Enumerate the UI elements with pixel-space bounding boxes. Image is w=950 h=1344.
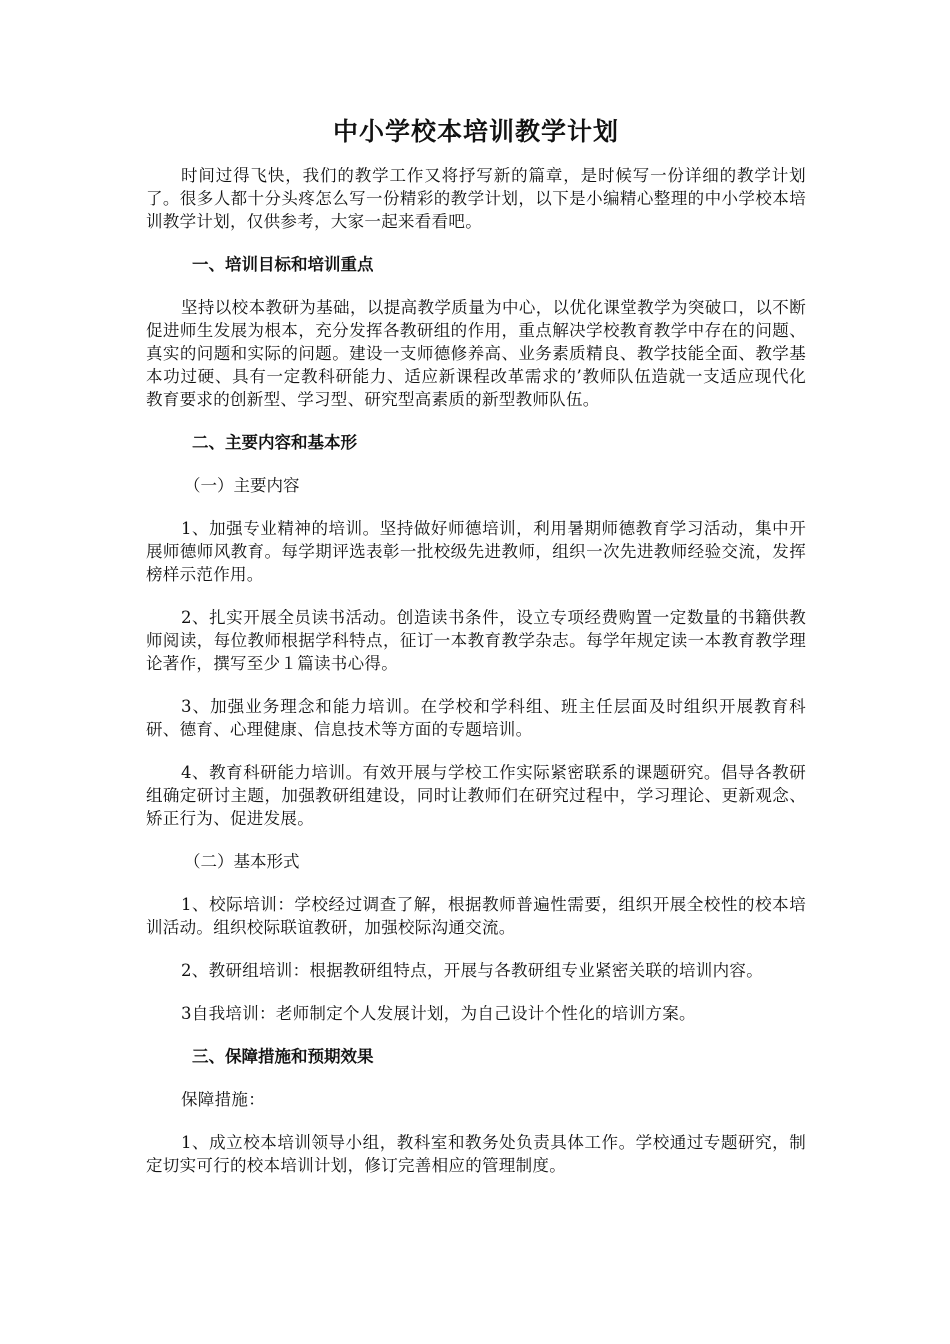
list-item: 4、教育科研能力培训。有效开展与学校工作实际紧密联系的课题研究。倡导各教研组确定研讨主题，加强教研组建设，同时让教师们在研究过程中，学习理论、更新观念、矫正行为、促进发展。 [146,763,806,828]
document-title: 中小学校本培训教学计划 [332,117,619,146]
list-item: 3、加强业务理念和能力培训。在学校和学科组、班主任层面及时组织开展教育科研、德育、心理健康、信息技术等方面的专题培训。 [146,697,806,739]
list-item: 1、校际培训：学校经过调查了解，根据教师普遍性需要，组织开展全校性的校本培训活动。组织校际联谊教研，加强校际沟通交流。 [146,895,806,937]
document-page [146,112,806,1197]
list-item: 1、成立校本培训领导小组，教科室和教务处负责具体工作。学校通过专题研究，制定切实可行的校本培训计划，修订完善相应的管理制度。 [146,1133,806,1175]
section-heading-3: 三、保障措施和预期效果 [192,1047,374,1066]
intro-paragraph: 时间过得飞快，我们的教学工作又将抒写新的篇章，是时候写一份详细的教学计划了。很多人都十分头疼怎么写一份精彩的教学计划，以下是小编精心整理的中小学校本培训教学计划，仅供参考，大家一起来看看吧。 [146,166,806,231]
section-heading-2: 二、主要内容和基本形 [192,433,357,452]
list-item: 1、加强专业精神的培训。坚持做好师德培训，利用暑期师德教育学习活动，集中开展师德师风教育。每学期评选表彰一批校级先进教师，组织一次先进教师经验交流，发挥榜样示范作用。 [146,519,806,584]
section-heading-1: 一、培训目标和培训重点 [192,255,374,274]
subheading-basic-forms: （二）基本形式 [184,852,300,871]
list-item: 2、教研组培训：根据教研组特点，开展与各教研组专业紧密关联的培训内容。 [181,961,763,980]
subheading-main-content: （一）主要内容 [184,476,300,495]
list-item: 3自我培训：老师制定个人发展计划，为自己设计个性化的培训方案。 [181,1004,696,1023]
list-item: 2、扎实开展全员读书活动。创造读书条件，设立专项经费购置一定数量的书籍供教师阅读，每位教师根据学科特点，征订一本教育教学杂志。每学年规定读一本教育教学理论著作，撰写至少１篇读书心得。 [146,608,806,673]
subheading-safeguards: 保障措施： [181,1090,265,1109]
section-1-body: 坚持以校本教研为基础，以提高教学质量为中心，以优化课堂教学为突破口，以不断促进师生发展为根本，充分发挥各教研组的作用，重点解决学校教育教学中存在的问题、真实的问题和实际的问题。建设一支师德修养高、业务素质精良、教学技能全面、教学基本功过硬、具有一定教科研能力、适应新课程改革需求的’教师队伍造就一支适应现代化教育要求的创新型、学习型、研究型高素质的新型教师队伍。 [146,298,806,409]
